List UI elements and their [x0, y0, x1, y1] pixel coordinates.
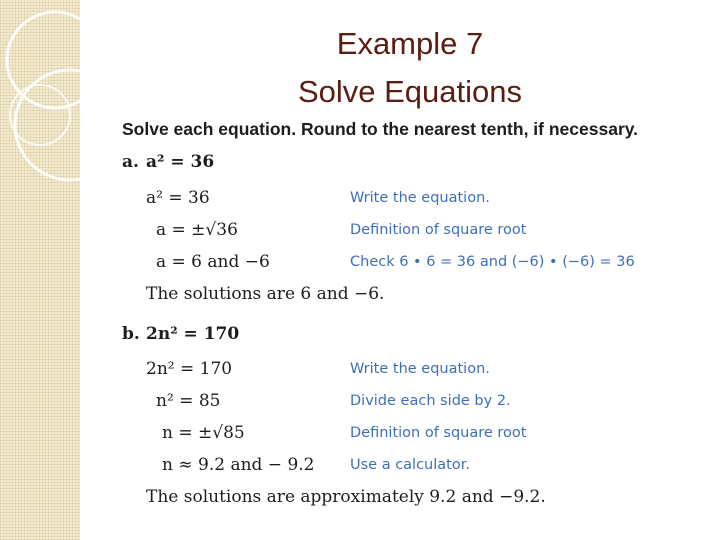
- part-a-step-2-expr: a = ±√36: [156, 220, 238, 240]
- part-b-solution: The solutions are approximately 9.2 and −9.2.: [146, 487, 546, 507]
- part-a-solution: The solutions are 6 and −6.: [146, 284, 385, 304]
- part-a-step-1-expr: a² = 36: [146, 188, 210, 208]
- part-b-step-4-note: Use a calculator.: [350, 457, 470, 473]
- instruction-text: Solve each equation. Round to the nearest tenth, if necessary.: [122, 119, 639, 139]
- part-a-step-1-note: Write the equation.: [350, 190, 490, 206]
- part-a-equation: a² = 36: [146, 152, 215, 172]
- slide-subtitle: Solve Equations: [297, 74, 523, 109]
- slide-title: Example 7: [336, 26, 484, 61]
- part-b-step-2-expr: n² = 85: [156, 391, 221, 411]
- part-a-step-3-note: Check 6 • 6 = 36 and (−6) • (−6) = 36: [350, 254, 635, 270]
- part-b-step-4-expr: n ≈ 9.2 and − 9.2: [162, 455, 315, 475]
- part-b-step-3-note: Definition of square root: [350, 425, 527, 441]
- part-a-step-3-expr: a = 6 and −6: [156, 252, 270, 272]
- part-b-step-1-expr: 2n² = 170: [146, 359, 233, 379]
- part-a-label: a.: [122, 152, 139, 172]
- part-a-step-2-note: Definition of square root: [350, 222, 527, 238]
- part-b-step-3-expr: n = ±√85: [162, 423, 245, 443]
- part-b-step-1-note: Write the equation.: [350, 361, 490, 377]
- decorative-sidebar: [0, 0, 80, 540]
- part-b-equation: 2n² = 170: [146, 324, 240, 344]
- decorative-circles-icon: [0, 0, 80, 540]
- part-b-step-2-note: Divide each side by 2.: [350, 393, 511, 409]
- part-b-label: b.: [122, 324, 140, 344]
